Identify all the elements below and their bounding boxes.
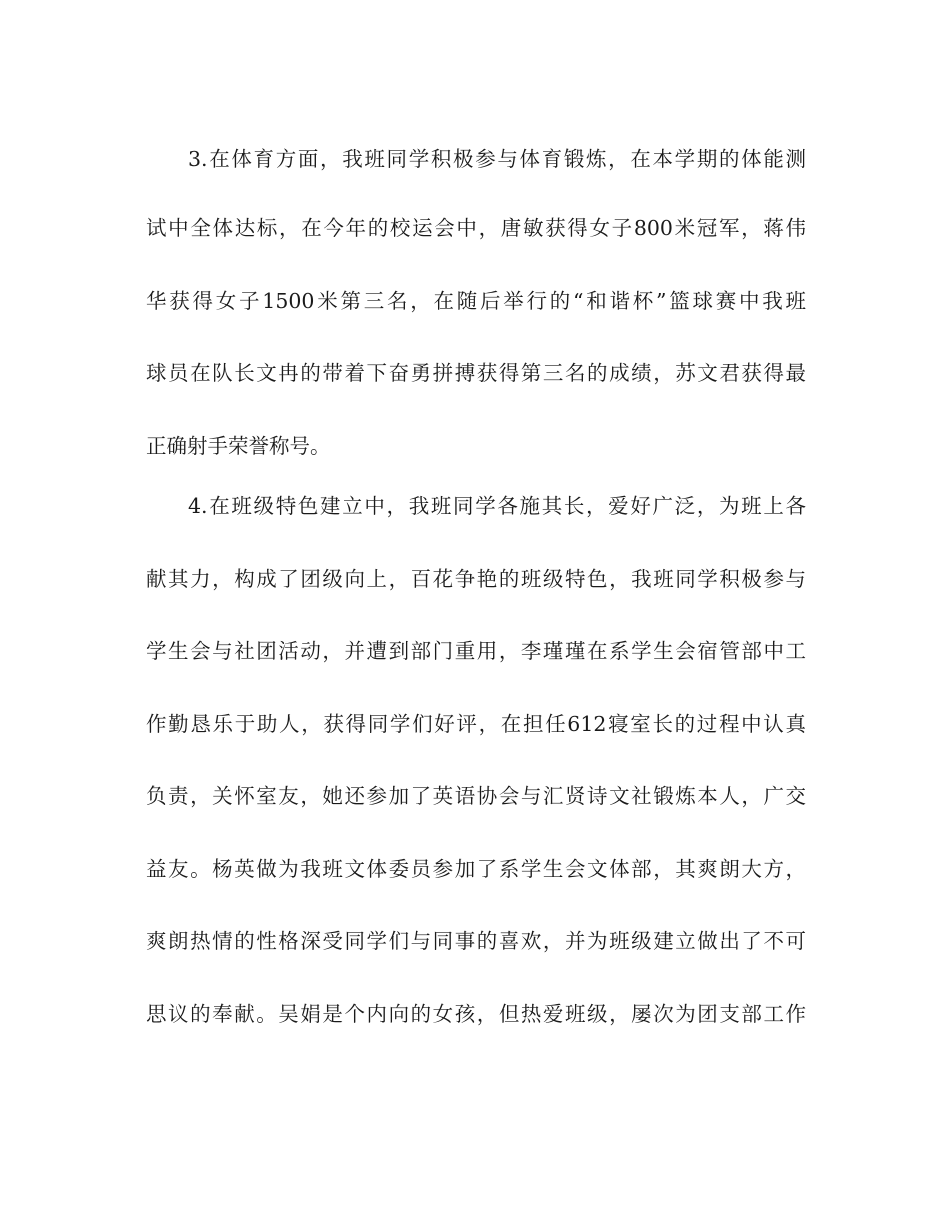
text-line: 益友。杨英做为我班文体委员参加了系学生会文体部，其爽朗大方， [146, 857, 806, 881]
text-line: 爽朗热情的性格深受同学们与同事的喜欢，并为班级建立做出了不可 [146, 929, 806, 953]
text-line: 负责，关怀室友，她还参加了英语协会与汇贤诗文社锻炼本人，广交 [146, 784, 806, 808]
text-line: 作勤恳乐于助人，获得同学们好评，在担任612寝室长的过程中认真 [146, 712, 806, 736]
text-line: 学生会与社团活动，并遭到部门重用，李瑾瑾在系学生会宿管部中工 [146, 639, 806, 663]
text-line: 正确射手荣誉称号。 [146, 434, 331, 458]
text-line: 试中全体达标，在今年的校运会中，唐敏获得女子800米冠军，蒋伟 [146, 216, 806, 240]
text-line: 思议的奉献。吴娟是个内向的女孩，但热爱班级，屡次为团支部工作 [146, 1002, 806, 1026]
text-line: 4.在班级特色建立中，我班同学各施其长，爱好广泛，为班上各 [188, 494, 806, 518]
text-line: 华获得女子1500米第三名，在随后举行的“和谐杯”篮球赛中我班 [146, 289, 806, 313]
text-line: 3.在体育方面，我班同学积极参与体育锻炼，在本学期的体能测 [188, 147, 806, 171]
text-line: 献其力，构成了团级向上，百花争艳的班级特色，我班同学积极参与 [146, 567, 806, 591]
text-line: 球员在队长文冉的带着下奋勇拼搏获得第三名的成绩，苏文君获得最 [146, 361, 806, 385]
